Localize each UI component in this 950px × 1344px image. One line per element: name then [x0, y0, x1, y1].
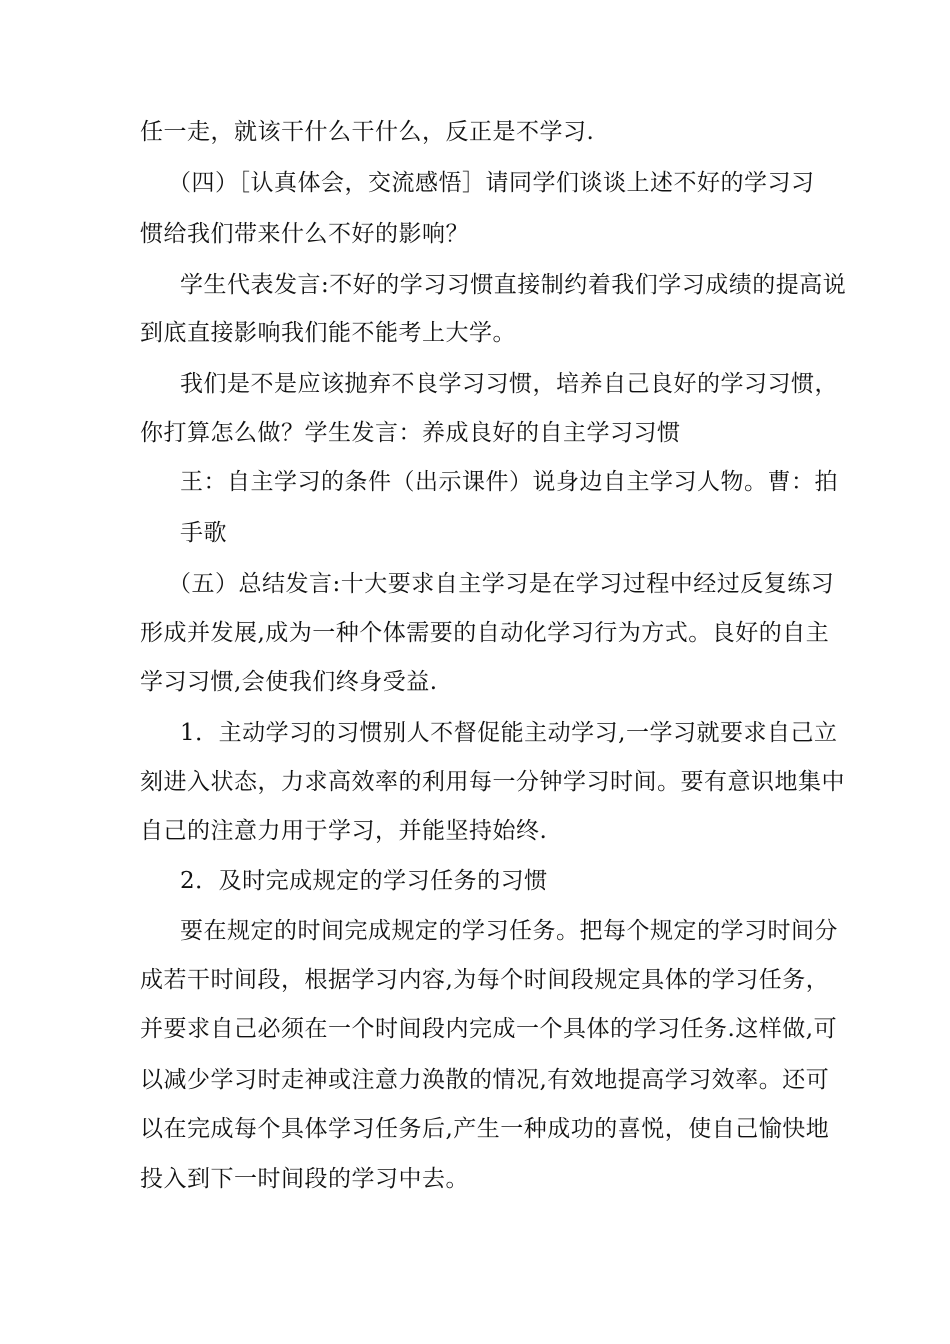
text-line: 形成并发展,成为一种个体需要的自动化学习行为方式。良好的自主 [140, 620, 830, 646]
text-line: 成若干时间段，根据学习内容,为每个时间段规定具体的学习任务， [140, 967, 830, 993]
text-line: 并要求自己必须在一个时间段内完成一个具体的学习任务.这样做,可 [140, 1016, 838, 1042]
text-line: 王：自主学习的条件（出示课件）说身边自主学习人物。曹：拍 [180, 469, 838, 495]
text-line: 我们是不是应该抛弃不良学习习惯，培养自己良好的学习习惯， [180, 371, 838, 397]
text-line: 自己的注意力用于学习，并能坚持始终. [140, 818, 548, 844]
text-line: 学生代表发言:不好的学习习惯直接制约着我们学习成绩的提高说 [180, 272, 847, 298]
text-line: 任一走，就该干什么干什么，反正是不学习. [140, 119, 595, 145]
text-line: 手歌 [180, 520, 227, 546]
text-line: 刻进入状态，力求高效率的利用每一分钟学习时间。要有意识地集中 [140, 769, 845, 795]
text-line: 以在完成每个具体学习任务后,产生一种成功的喜悦，使自己愉快地 [140, 1116, 830, 1142]
text-line: 惯给我们带来什么不好的影响？ [140, 221, 469, 247]
text-line: 投入到下一时间段的学习中去。 [140, 1166, 469, 1192]
text-line: 学习习惯,会使我们终身受益. [140, 669, 438, 695]
text-line: （四）［认真体会，交流感悟］请同学们谈谈上述不好的学习习 [168, 170, 815, 196]
text-line: 2．及时完成规定的学习任务的习惯 [180, 868, 548, 894]
text-line: （五）总结发言:十大要求自主学习是在学习过程中经过反复练习 [168, 571, 835, 597]
text-line: 1．主动学习的习惯别人不督促能主动学习,一学习就要求自己立 [180, 720, 838, 746]
text-line: 要在规定的时间完成规定的学习任务。把每个规定的学习时间分 [180, 918, 838, 944]
text-line: 你打算怎么做？学生发言：养成良好的自主学习习惯 [140, 420, 681, 446]
text-line: 以减少学习时走神或注意力涣散的情况,有效地提高学习效率。还可 [140, 1067, 830, 1093]
text-line: 到底直接影响我们能不能考上大学。 [140, 320, 516, 346]
